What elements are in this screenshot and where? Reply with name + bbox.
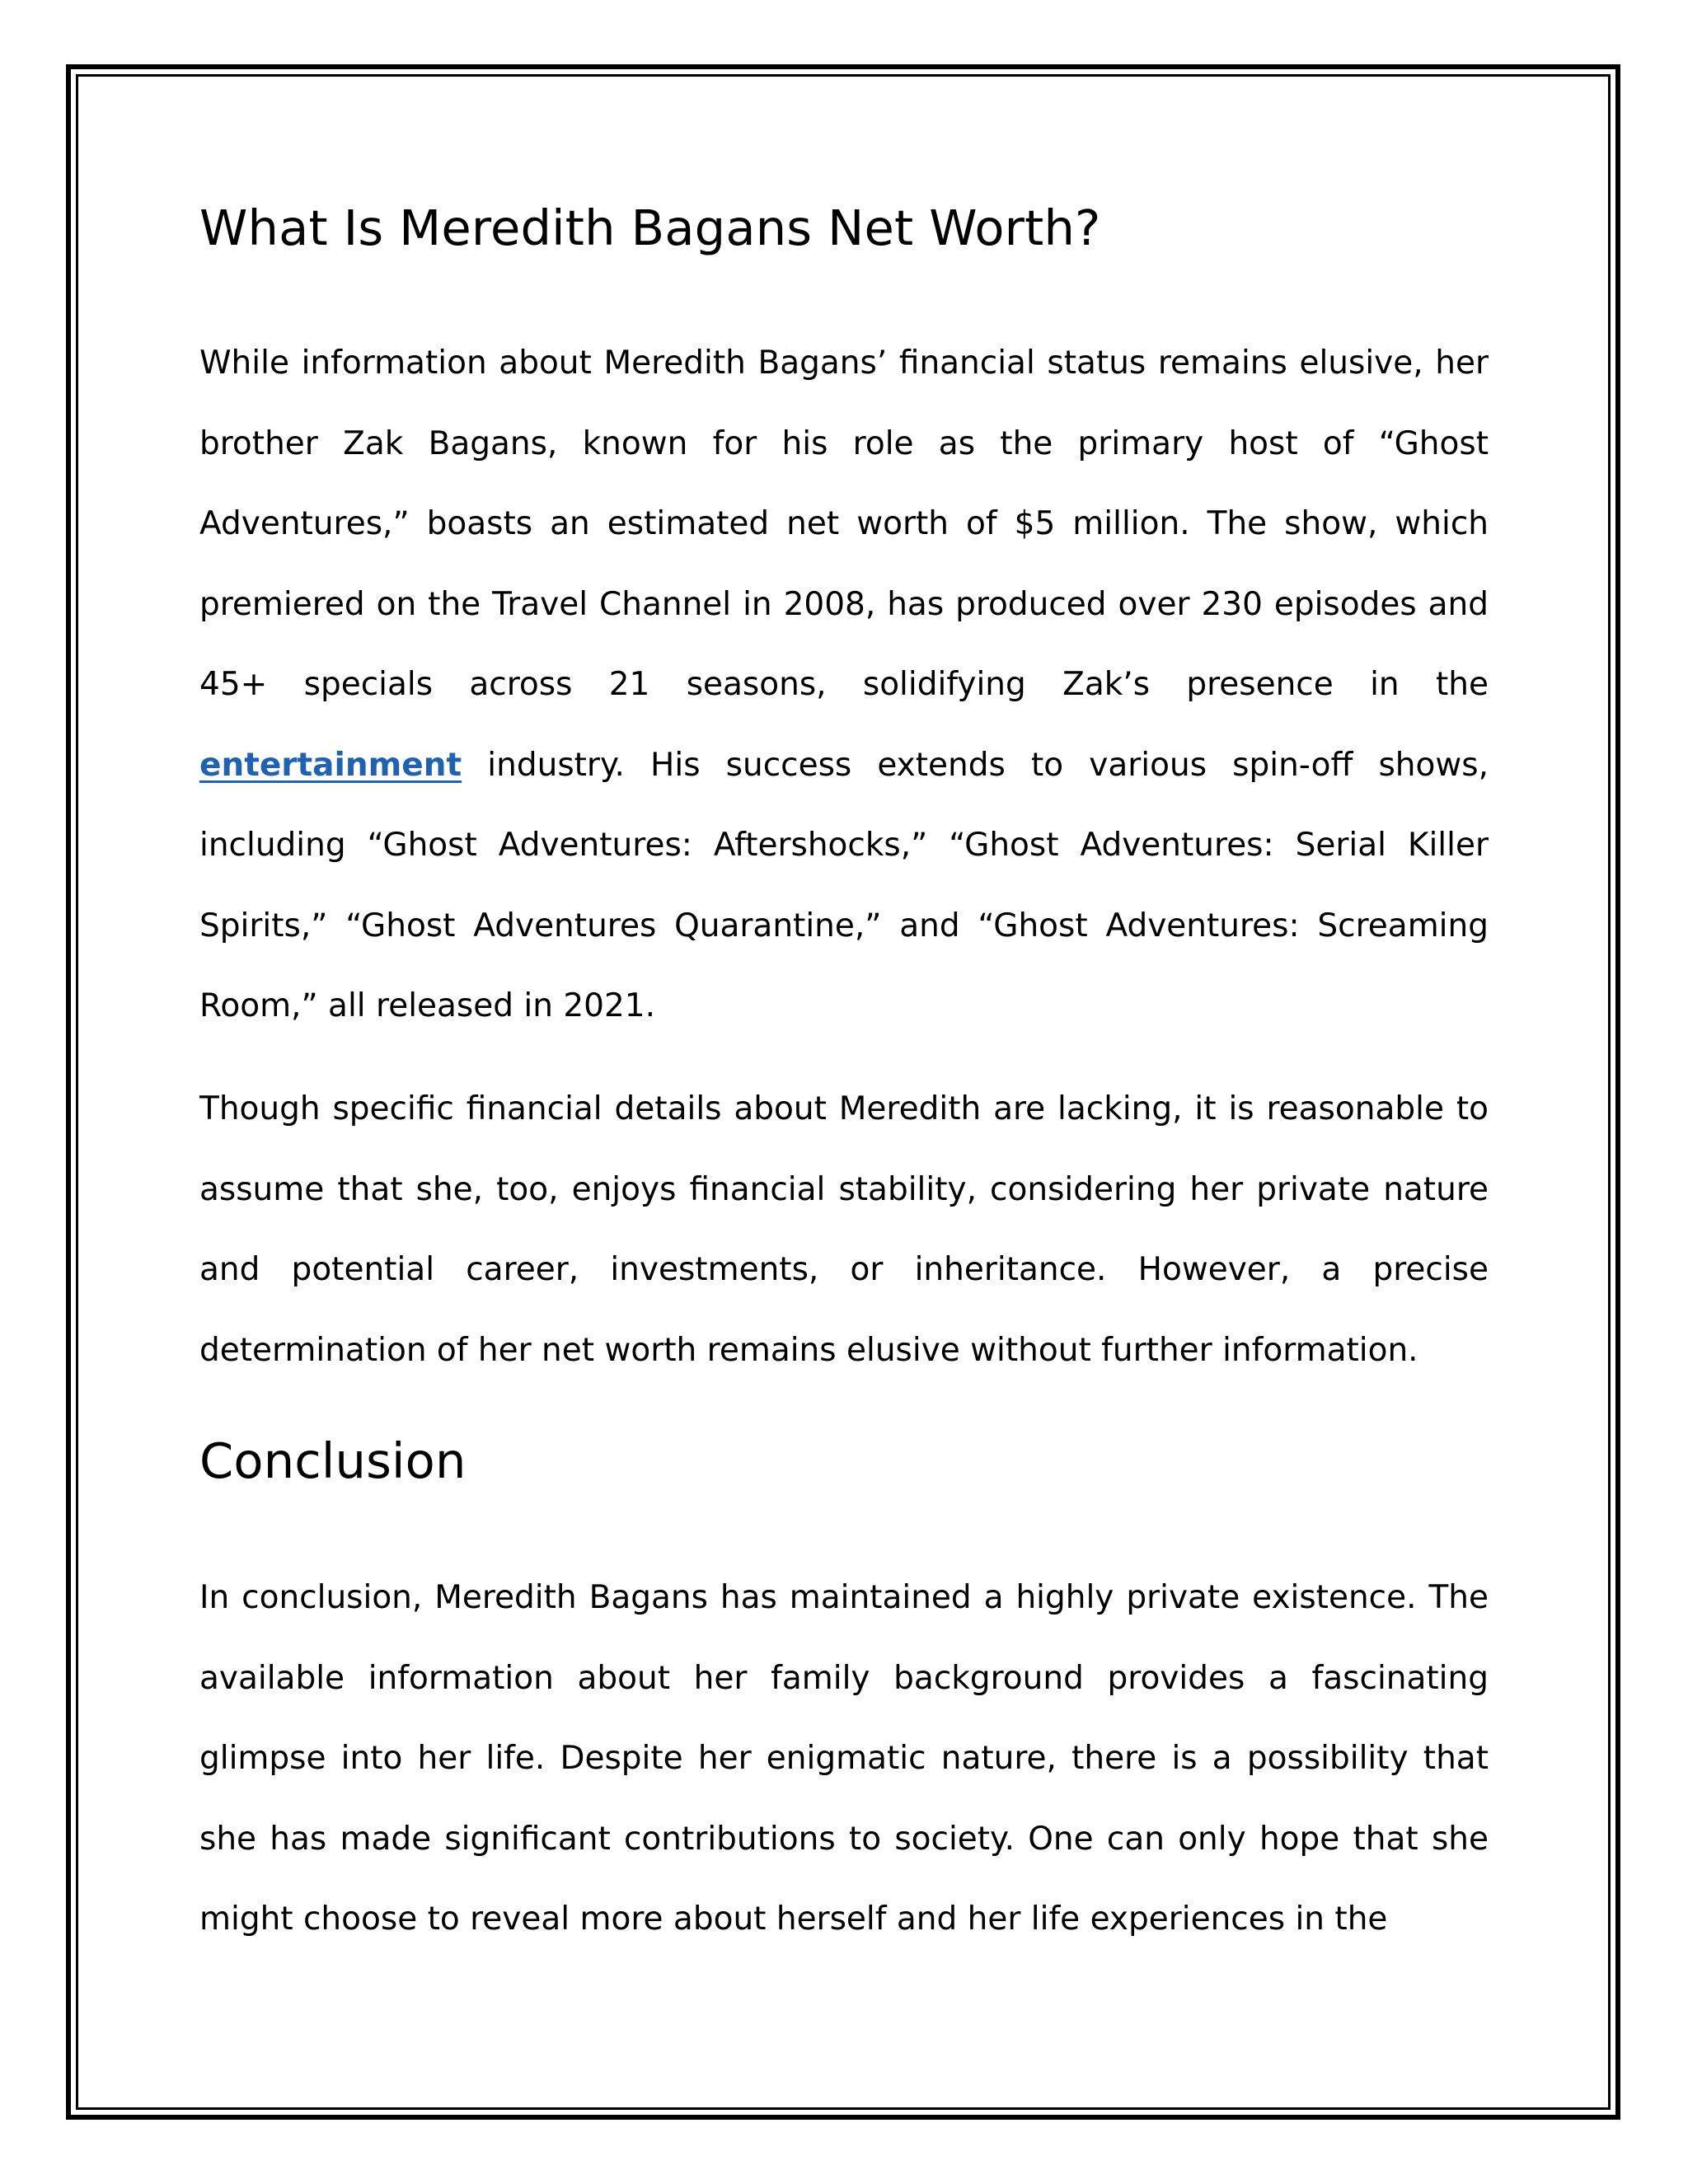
net-worth-paragraph-2: Though specific financial details about Meredith are lacking, it is reasonable to assume that she, too, enjoys financial stability, considering her private nature and potential career, investments, or inheritance. However, a precise determination of her net worth remains elusive without further information. [199, 1090, 1489, 1369]
paragraph-text-before-link: While information about Meredith Bagans’ financial status remains elusive, her brother Zak Bagans, known for his role as the primary host of “Ghost Adventures,” boasts an estimated net worth of $5 million. The show, which premiered on the Travel Channel in 2008, has produced over 230 episodes and 45+ specials across 21 seasons, solidifying Zak’s presence in the [199, 344, 1489, 703]
net-worth-paragraph-1 [199, 323, 1489, 1047]
conclusion-paragraph: In conclusion, Meredith Bagans has maintained a highly private existence. The available information about her family background provides a fascinating glimpse into her life. Despite her enigmatic nature, there is a possibility that she has made significant contributions to society. One can only hope that she might choose to reveal more about herself and her life experiences in the [199, 1579, 1489, 1938]
article-title: What Is Meredith Bagans Net Worth? [199, 199, 1101, 256]
conclusion-heading: Conclusion [199, 1432, 467, 1489]
paragraph-text-after-link: industry. His success extends to various spin-off shows, including “Ghost Adventures: Aftershocks,” “Ghost Adventures: Serial Killer Spirits,” “Ghost Adventures Quarantine,” and “Ghost Adventures: Screaming Room,” all released in 2021. [199, 746, 1489, 1024]
entertainment-link[interactable]: entertainment [199, 746, 462, 784]
